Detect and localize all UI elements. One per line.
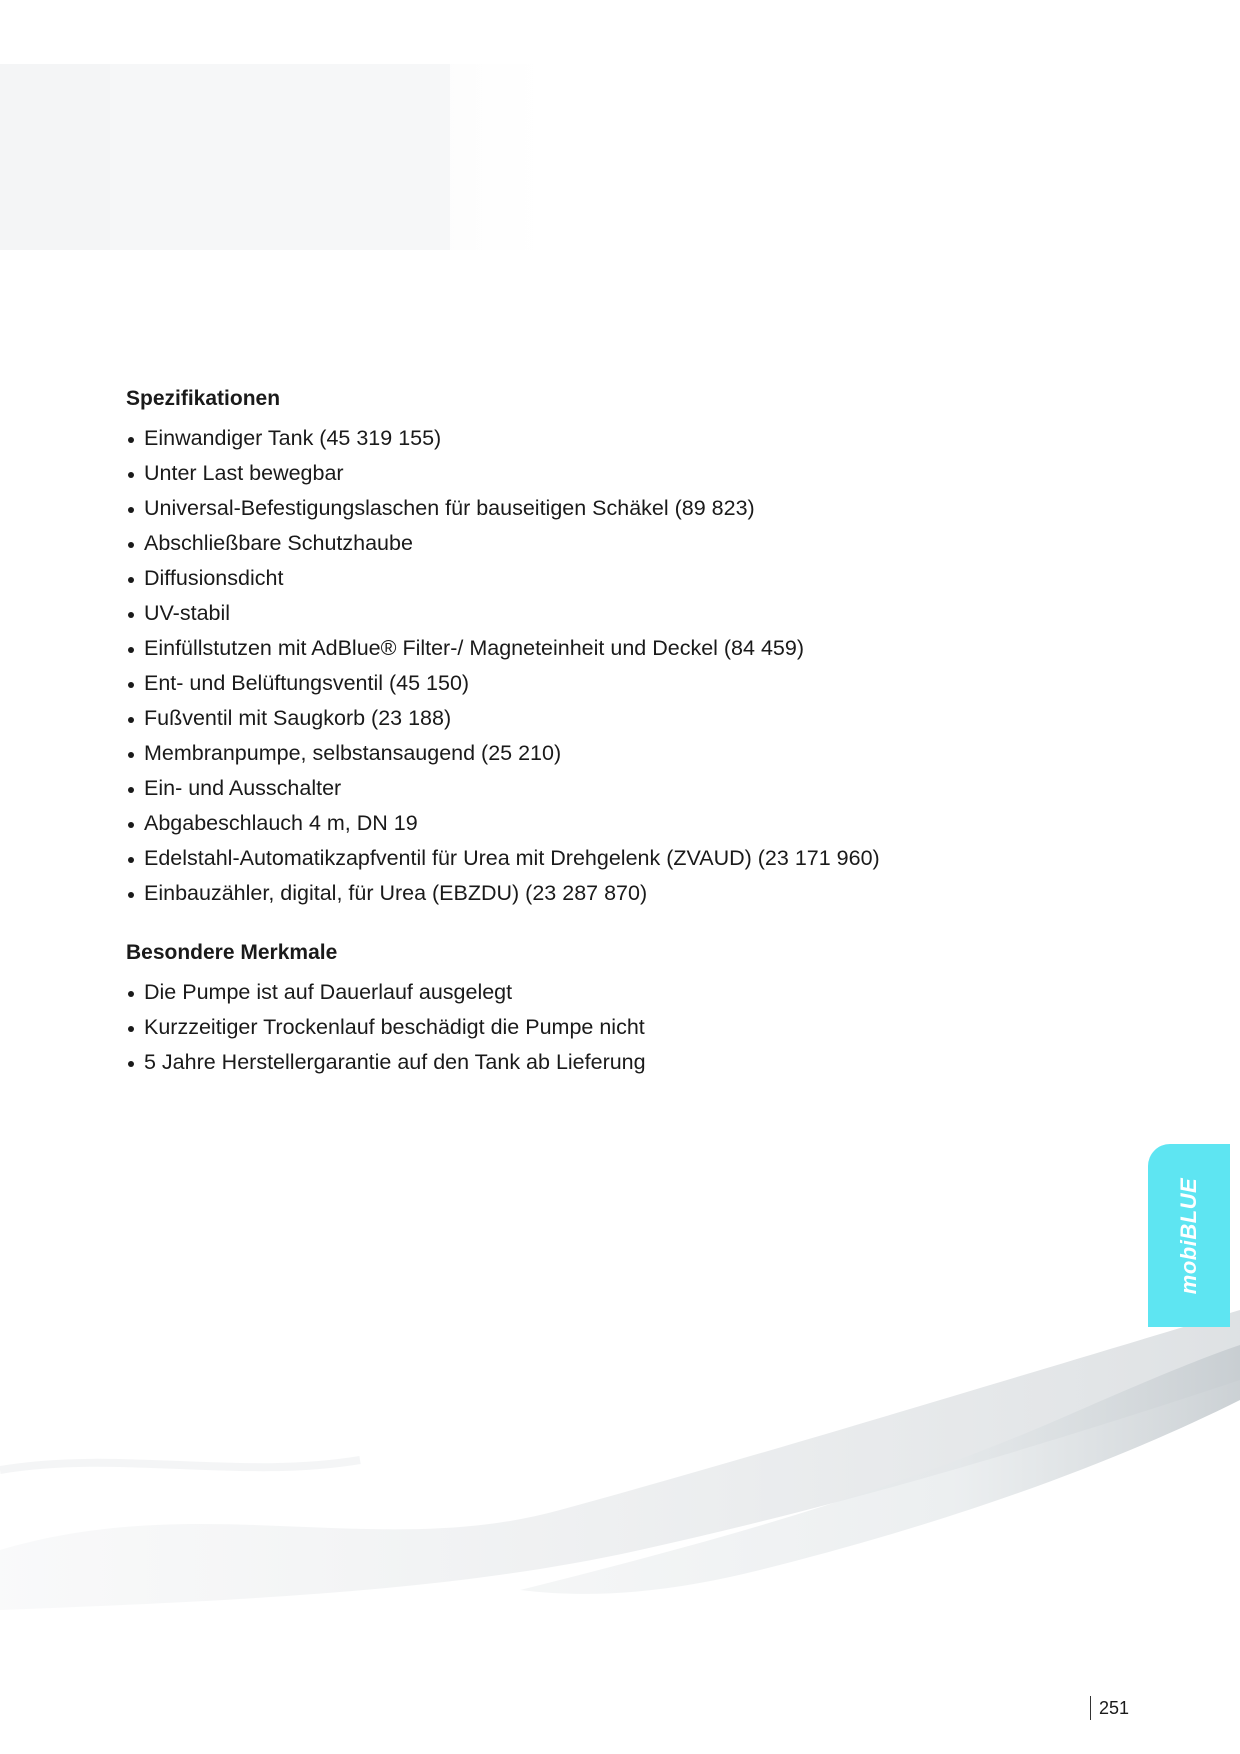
page-number-divider xyxy=(1090,1696,1091,1720)
merkmale-list xyxy=(126,975,1026,1080)
main-content xyxy=(126,385,1026,1080)
water-wave-decoration xyxy=(0,1260,1240,1640)
section-title-spezifikationen: Spezifikationen xyxy=(126,387,281,410)
image-panel xyxy=(0,64,110,250)
image-panel xyxy=(110,64,450,250)
list-item: Diffusionsdicht xyxy=(126,561,1026,596)
list-item: Die Pumpe ist auf Dauerlauf ausgelegt xyxy=(126,975,1026,1010)
section-title-merkmale: Besondere Merkmale xyxy=(126,941,338,964)
list-item: Abschließbare Schutzhaube xyxy=(126,526,1026,561)
list-item: Einwandiger Tank (45 319 155) xyxy=(126,421,1026,456)
list-item: Abgabeschlauch 4 m, DN 19 xyxy=(126,806,1026,841)
list-item: Kurzzeitiger Trockenlauf beschädigt die Pumpe nicht xyxy=(126,1010,1026,1045)
list-item: Unter Last bewegbar xyxy=(126,456,1026,491)
list-item: Ein- und Ausschalter xyxy=(126,771,1026,806)
list-item: Fußventil mit Saugkorb (23 188) xyxy=(126,701,1026,736)
list-item: Membranpumpe, selbstansaugend (25 210) xyxy=(126,736,1026,771)
list-item: 5 Jahre Herstellergarantie auf den Tank ab Lieferung xyxy=(126,1045,1026,1080)
list-item: Einfüllstutzen mit AdBlue® Filter-/ Magneteinheit und Deckel (84 459) xyxy=(126,631,1026,666)
list-item: UV-stabil xyxy=(126,596,1026,631)
product-image-area xyxy=(0,64,545,250)
page-footer xyxy=(1090,1695,1129,1721)
page-number: 251 xyxy=(1099,1697,1130,1718)
list-item: Einbauzähler, digital, für Urea (EBZDU) (23 287 870) xyxy=(126,876,1026,911)
merkmale-section xyxy=(126,939,1026,1080)
side-tab-label: mobiBLUE xyxy=(1176,1177,1201,1294)
side-tab xyxy=(1148,1144,1230,1327)
list-item: Universal-Befestigungslaschen für bauseitigen Schäkel (89 823) xyxy=(126,491,1026,526)
list-item: Edelstahl-Automatikzapfventil für Urea mit Drehgelenk (ZVAUD) (23 171 960) xyxy=(126,841,1026,876)
list-item: Ent- und Belüftungsventil (45 150) xyxy=(126,666,1026,701)
spezifikationen-list xyxy=(126,421,1026,911)
